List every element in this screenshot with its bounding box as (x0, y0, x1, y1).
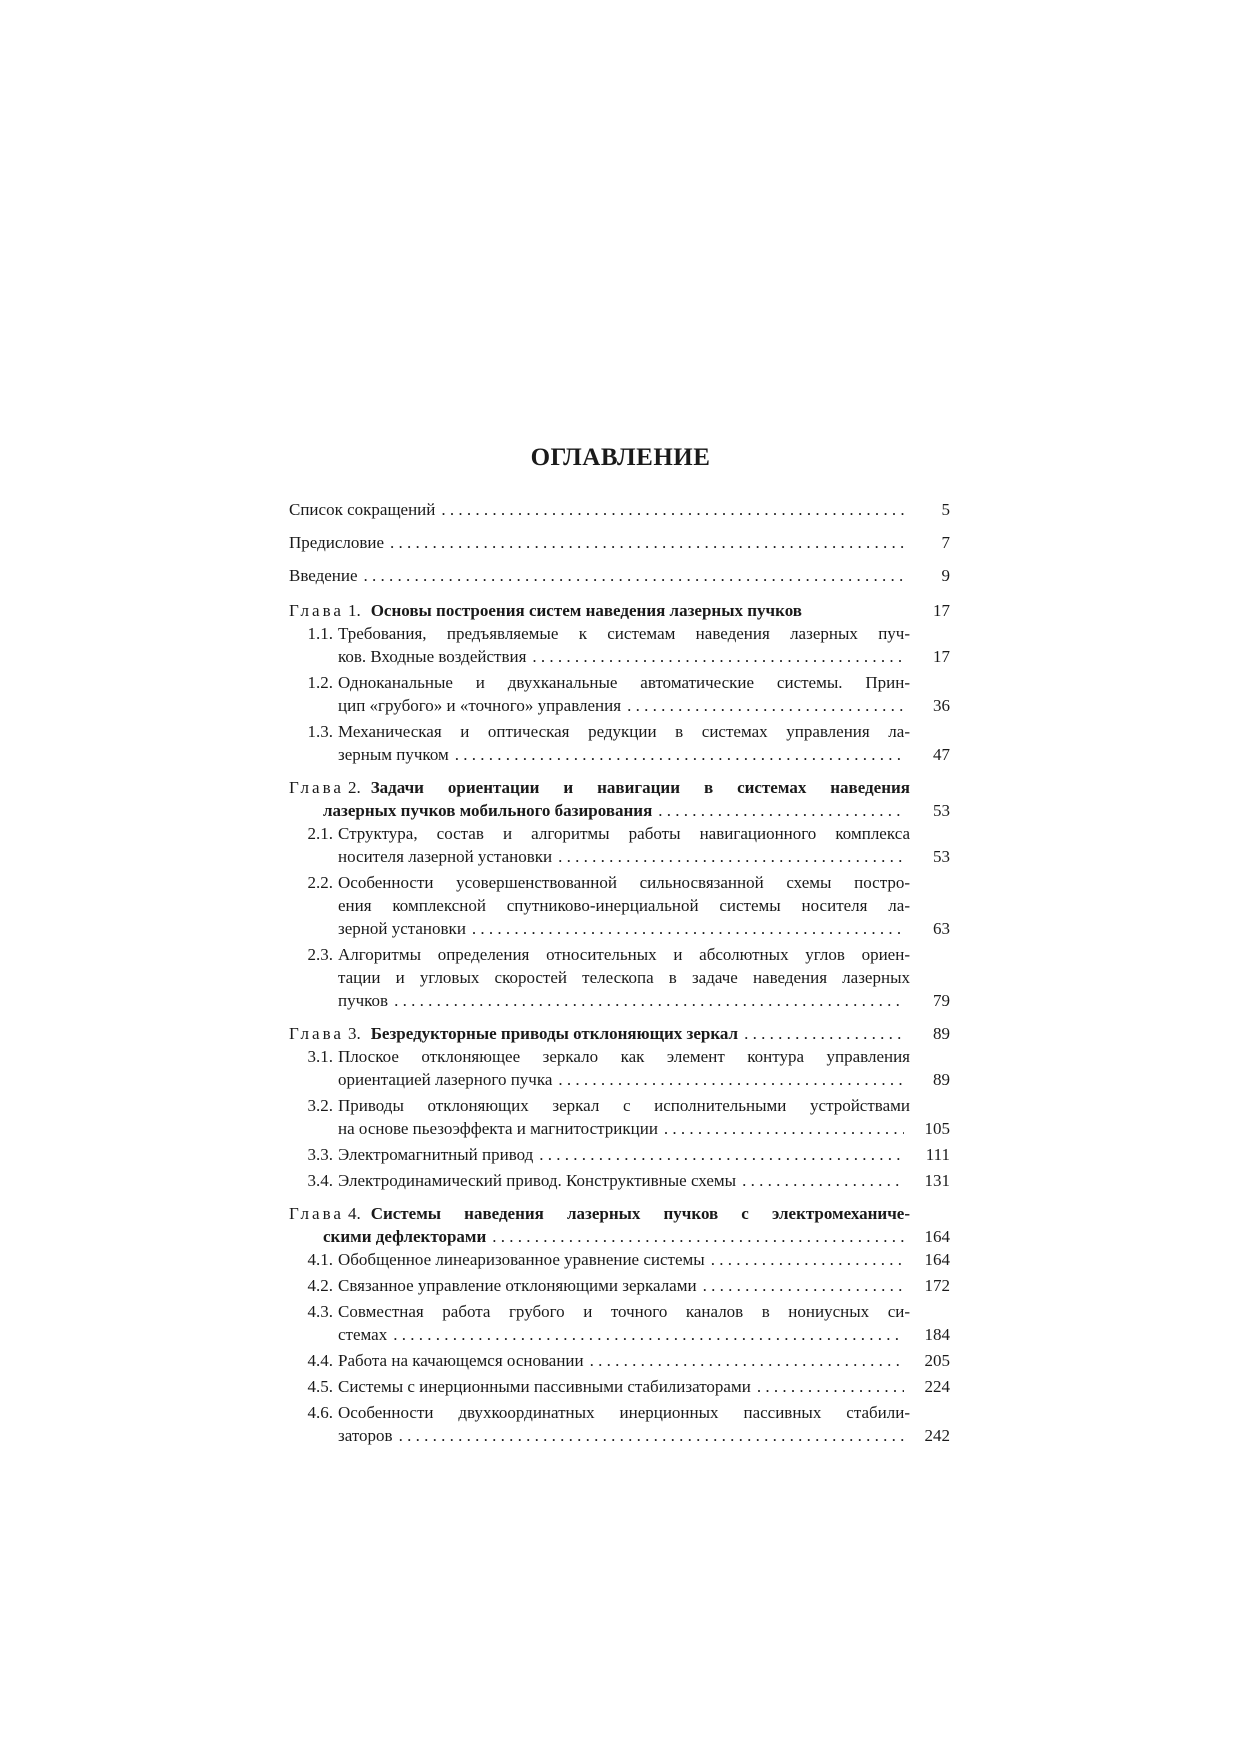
chapter-title: Безредукторные приводы отклоняющих зеркал (370, 1024, 739, 1043)
leader-dots (441, 498, 904, 521)
section-number: 2.2. (307, 873, 333, 892)
page-title: ОГЛАВЛЕНИЕ (530, 444, 711, 471)
section-number: 2.1. (307, 824, 333, 843)
table-of-contents (289, 498, 950, 1457)
leader-dots (711, 1248, 904, 1271)
section-4-6[interactable] (289, 1401, 950, 1447)
leader-dots (627, 694, 904, 717)
section-3-1[interactable] (289, 1045, 950, 1091)
section-3-3[interactable] (289, 1143, 950, 1166)
section-number: 4.2. (307, 1276, 333, 1295)
section-title-line: Связанное управление отклоняющими зеркалами (338, 1276, 697, 1295)
chapter-heading[interactable] (289, 1202, 950, 1225)
chapter-heading[interactable] (289, 776, 950, 799)
chapter-number: 4. (347, 1204, 361, 1223)
section-4-4[interactable] (289, 1349, 950, 1372)
section-2-3[interactable] (289, 943, 950, 1012)
toc-page-number: 184 (924, 1325, 950, 1344)
section-title-line: ков. Входные воздействия (338, 647, 527, 666)
toc-page-number: 47 (933, 745, 950, 764)
section-title-line: Совместная работа грубого и точного каналов в нониусных си- (338, 1302, 910, 1321)
leader-dots (472, 917, 904, 940)
toc-page-number: 89 (933, 1070, 950, 1089)
section-number: 4.1. (307, 1250, 333, 1269)
chapter-heading-continued[interactable] (289, 799, 950, 822)
leader-dots (394, 989, 904, 1012)
toc-entry-title: Введение (289, 566, 358, 585)
section-title-line: заторов (338, 1426, 393, 1445)
section-title-line: Системы с инерционными пассивными стабилизаторами (338, 1377, 751, 1396)
chapter-number: 3. (347, 1024, 361, 1043)
leader-dots (590, 1349, 904, 1372)
section-title-line: носителя лазерной установки (338, 847, 553, 866)
section-number: 3.2. (307, 1096, 333, 1115)
section-title-line: Одноканальные и двухканальные автоматические системы. Прин- (338, 673, 910, 692)
section-title-line: цип «грубого» и «точного» управления (338, 696, 622, 715)
leader-dots (658, 799, 904, 822)
section-number: 3.3. (307, 1145, 333, 1164)
leader-dots (393, 1323, 904, 1346)
leader-dots (455, 743, 904, 766)
section-title-line: Приводы отклоняющих зеркал с исполнительными устройствами (338, 1096, 910, 1115)
section-title-line: зерной установки (338, 919, 466, 938)
section-title-line: Электромагнитный привод (338, 1145, 534, 1164)
section-title-line: Особенности двухкоординатных инерционных пассивных стабили- (338, 1403, 910, 1422)
section-4-5[interactable] (289, 1375, 950, 1398)
section-4-3[interactable] (289, 1300, 950, 1346)
chapter-label: Глава (289, 778, 344, 797)
section-title-line: Структура, состав и алгоритмы работы навигационного комплекса (338, 824, 910, 843)
section-2-2[interactable] (289, 871, 950, 940)
section-number: 2.3. (307, 945, 333, 964)
section-title-line: ения комплексной спутниково-инерциальной системы носителя ла- (338, 896, 910, 915)
toc-page-number: 9 (941, 566, 950, 585)
leader-dots (742, 1169, 904, 1192)
toc-entry-abbreviations[interactable] (289, 498, 950, 521)
section-3-2[interactable] (289, 1094, 950, 1140)
chapter-heading-continued[interactable] (289, 1225, 950, 1248)
toc-page-number: 17 (933, 601, 950, 620)
section-title-line: Обобщенное линеаризованное уравнение системы (338, 1250, 705, 1269)
chapter-title: лазерных пучков мобильного базирования (323, 801, 653, 820)
chapter-title: Системы наведения лазерных пучков с электромеханиче- (370, 1204, 910, 1223)
section-4-1[interactable] (289, 1248, 950, 1271)
leader-dots (399, 1424, 904, 1447)
leader-dots (664, 1117, 904, 1140)
section-title-line: Работа на качающемся основании (338, 1351, 584, 1370)
section-title-line: тации и угловых скоростей телескопа в задаче наведения лазерных (338, 968, 910, 987)
section-title-line: Плоское отклоняющее зеркало как элемент контура управления (338, 1047, 910, 1066)
chapter-title: Задачи ориентации и навигации в системах наведения (370, 778, 910, 797)
toc-entry-preface[interactable] (289, 531, 950, 554)
section-4-2[interactable] (289, 1274, 950, 1297)
chapter-heading[interactable] (289, 599, 950, 622)
chapter-heading[interactable] (289, 1022, 950, 1045)
toc-page-number: 17 (933, 647, 950, 666)
leader-dots (532, 645, 904, 668)
chapter-number: 2. (347, 778, 361, 797)
section-2-1[interactable] (289, 822, 950, 868)
section-number: 1.1. (307, 624, 333, 643)
chapter-4 (289, 1202, 950, 1447)
toc-page-number: 205 (924, 1351, 950, 1370)
chapter-label: Глава (289, 1024, 344, 1043)
toc-page-number: 53 (933, 801, 950, 820)
chapter-3 (289, 1022, 950, 1192)
section-number: 1.2. (307, 673, 333, 692)
section-1-2[interactable] (289, 671, 950, 717)
leader-dots (539, 1143, 904, 1166)
chapter-number: 1. (347, 601, 361, 620)
toc-page-number: 242 (924, 1426, 950, 1445)
leader-dots (558, 1068, 904, 1091)
leader-dots (558, 845, 904, 868)
section-number: 3.1. (307, 1047, 333, 1066)
section-number: 1.3. (307, 722, 333, 741)
section-1-3[interactable] (289, 720, 950, 766)
section-number: 4.6. (307, 1403, 333, 1422)
chapter-1 (289, 599, 950, 766)
section-title-line: Механическая и оптическая редукции в системах управления ла- (338, 722, 910, 741)
toc-page-number: 164 (924, 1227, 950, 1246)
leader-dots (703, 1274, 904, 1297)
leader-dots (364, 564, 904, 587)
toc-page-number: 89 (933, 1024, 950, 1043)
section-title-line: на основе пьезоэффекта и магнитострикции (338, 1119, 658, 1138)
section-title-line: Особенности усовершенствованной сильносвязанной схемы постро- (338, 873, 910, 892)
toc-entry-title: Предисловие (289, 533, 385, 552)
toc-page-number: 111 (925, 1145, 950, 1164)
section-title-line: ориентацией лазерного пучка (338, 1070, 553, 1089)
toc-page-number: 224 (924, 1377, 950, 1396)
toc-page-number: 63 (933, 919, 950, 938)
chapter-label: Глава (289, 601, 344, 620)
section-number: 3.4. (307, 1171, 333, 1190)
section-number: 4.4. (307, 1351, 333, 1370)
toc-entry-title: Список сокращений (289, 500, 436, 519)
toc-page-number: 53 (933, 847, 950, 866)
toc-page-number: 36 (933, 696, 950, 715)
chapter-title: Основы построения систем наведения лазерных пучков (370, 601, 802, 620)
toc-page-number: 105 (924, 1119, 950, 1138)
toc-page-number: 79 (933, 991, 950, 1010)
chapter-label: Глава (289, 1204, 344, 1223)
toc-entry-introduction[interactable] (289, 564, 950, 587)
section-title-line: Алгоритмы определения относительных и абсолютных углов ориен- (338, 945, 910, 964)
section-title-line: Требования, предъявляемые к системам наведения лазерных пуч- (338, 624, 910, 643)
toc-page-number: 5 (941, 500, 950, 519)
leader-dots (744, 1022, 904, 1045)
section-title-line: Электродинамический привод. Конструктивные схемы (338, 1171, 737, 1190)
toc-page-number: 7 (941, 533, 950, 552)
toc-page-number: 131 (924, 1171, 950, 1190)
chapter-title: скими дефлекторами (323, 1227, 487, 1246)
leader-dots (390, 531, 904, 554)
section-number: 4.5. (307, 1377, 333, 1396)
section-title-line: стемах (338, 1325, 388, 1344)
section-number: 4.3. (307, 1302, 333, 1321)
chapter-2 (289, 776, 950, 1012)
leader-dots (492, 1225, 904, 1248)
toc-page-number: 172 (924, 1276, 950, 1295)
section-title-line: пучков (338, 991, 389, 1010)
section-title-line: зерным пучком (338, 745, 449, 764)
leader-dots (757, 1375, 904, 1398)
section-1-1[interactable] (289, 622, 950, 668)
section-3-4[interactable] (289, 1169, 950, 1192)
toc-page-number: 164 (924, 1250, 950, 1269)
